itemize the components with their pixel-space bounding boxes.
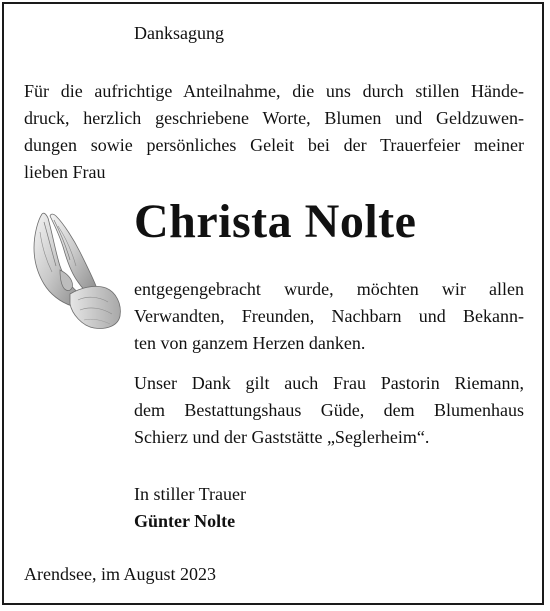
intro-line: Für die aufrichtige Anteilnahme, die uns durch stillen Hände- — [24, 81, 524, 101]
deceased-name: Christa Nolte — [134, 195, 417, 248]
paragraph-line: Schierz und der Gaststätte „Seglerheim“. — [134, 427, 430, 447]
notice-heading: Danksagung — [134, 23, 224, 43]
thanks-paragraph — [134, 276, 524, 357]
paragraph-line: Unser Dank gilt auch Frau Pastorin Riemann, — [134, 373, 524, 393]
intro-line: lieben Frau — [24, 162, 106, 182]
signature-block — [134, 481, 246, 535]
place-date: Arendsee, im August 2023 — [24, 564, 216, 584]
intro-line: dungen sowie persönliches Geleit bei der Trauerfeier meiner — [24, 135, 524, 155]
paragraph-line: dem Bestattungshaus Güde, dem Blumenhaus — [134, 400, 524, 420]
intro-text — [24, 78, 524, 186]
paragraph-line: entgegengebracht wurde, möchten wir allen — [134, 279, 524, 299]
gratitude-paragraph — [134, 370, 524, 451]
paragraph-line: ten von ganzem Herzen danken. — [134, 333, 366, 353]
signer-name: Günter Nolte — [134, 511, 236, 531]
closing-phrase: In stiller Trauer — [134, 484, 246, 504]
paragraph-line: Verwandten, Freunden, Nachbarn und Bekann- — [134, 306, 524, 326]
intro-line: druck, herzlich geschriebene Worte, Blumen und Geldzuwen- — [24, 108, 524, 128]
praying-hands-icon — [20, 210, 124, 332]
